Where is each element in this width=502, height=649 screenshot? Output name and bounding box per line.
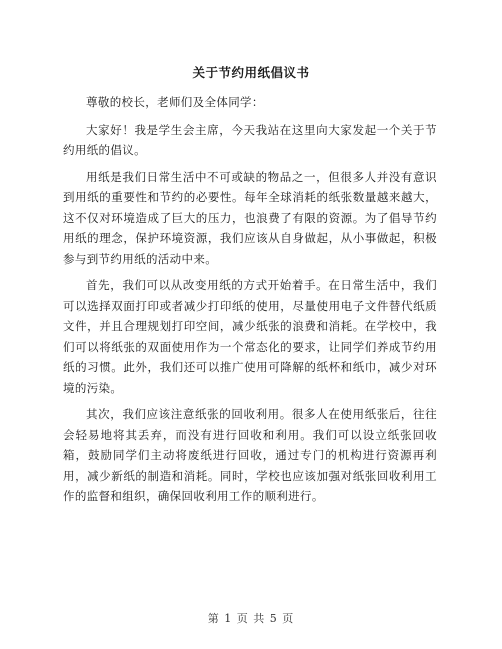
paragraph-first-measure: 首先，我们可以从改变用纸的方式开始着手。在日常生活中，我们可以选择双面打印或者减少打印纸的使用，尽量使用电子文件替代纸质文件，并且合理规划打印空间，减少纸张的浪费和消耗。在学校中，我们可以将纸张的双面使用作为一个常态化的要求，让同学们养成节约用纸的习惯。此外，我们还可以推广使用可降解的纸杯和纸巾，减少对环境的污染。 bbox=[63, 278, 437, 395]
salutation: 尊敬的校长，老师们及全体同学： bbox=[86, 95, 264, 109]
paragraph-background: 用纸是我们日常生活中不可或缺的物品之一，但很多人并没有意识到用纸的重要性和节约的必要性。每年全球消耗的纸张数量越来越大，这不仅对环境造成了巨大的压力，也浪费了有限的资源。为了倡导节约用纸的理念，保护环境资源，我们应该从自身做起，从小事做起，积极参与到节约用纸的活动中来。 bbox=[63, 169, 437, 266]
document-title: 关于节约用纸倡议书 bbox=[192, 65, 310, 80]
paragraph-greeting: 大家好！我是学生会主席，今天我站在这里向大家发起一个关于节约用纸的倡议。 bbox=[63, 122, 437, 157]
document-body bbox=[63, 92, 437, 513]
paragraph-second-measure: 其次，我们应该注意纸张的回收利用。很多人在使用纸张后，往往会轻易地将其丢弃，而没有进行回收和利用。我们可以设立纸张回收箱，鼓励同学们主动将废纸进行回收，通过专门的机构进行资源再利用，减少新纸的制造和消耗。同时，学校也应该加强对纸张回收利用工作的监督和组织，确保回收利用工作的顺利进行。 bbox=[63, 407, 437, 503]
page-number-footer: 第 1 页 共 5 页 bbox=[207, 612, 295, 625]
